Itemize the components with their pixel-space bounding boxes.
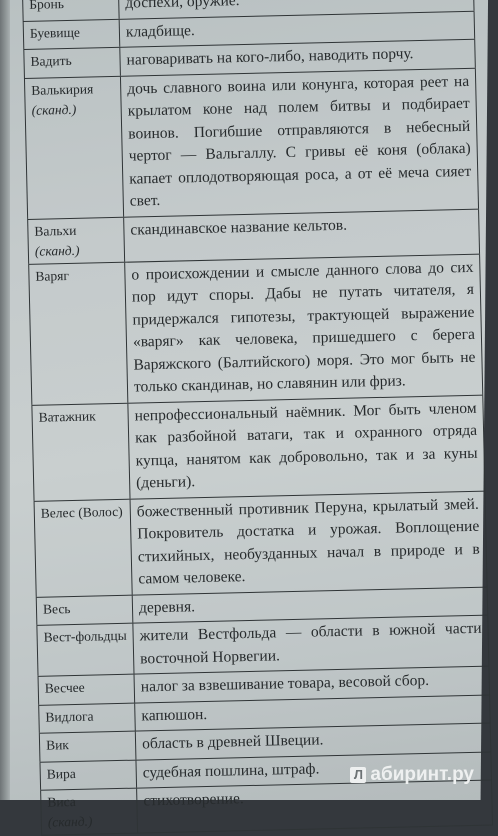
definition-cell: жители Вестфольда — области в южной части восточной Норвегии. (133, 616, 489, 674)
watermark-text: абиринт.ру (370, 764, 474, 786)
term-cell: Варяг (28, 262, 128, 404)
definition-cell: дочь славного воина или конунга, которая реет на крылатом коне над полем битвы и подбирает воинов. Погибшие отправляются в небесный чертог — Вальгаллу. С гривы её коня (облака) капает оплодотворяющая роса, а от её меча сияет свет. (121, 68, 479, 216)
page-edge (0, 0, 10, 800)
term-cell: Виса (сканд.) (40, 789, 138, 835)
definition-cell: кладбище. (120, 11, 476, 47)
definition-cell: судебная пошлина, штраф. (136, 752, 492, 788)
glossary-table (22, 0, 493, 836)
definition-cell: налог за взвешивание товара, весовой сбор. (135, 667, 491, 703)
definition-cell: непрофессиональный наёмник. Мог быть членом как разбойной ватаги, так и охранного отряда купца, нанятом как добровольно, так и за куны (деньги). (128, 395, 485, 498)
definition-cell: капюшон. (135, 695, 491, 731)
term-cell: Вадить (23, 48, 121, 78)
table-row (24, 68, 479, 219)
term-cell: Велес (Волос) (34, 499, 133, 596)
term-cell: Ватажник (31, 403, 130, 500)
term-cell: Весь (36, 595, 134, 625)
term-cell: Вик (39, 732, 137, 762)
term-cell: Вест-фольдцы (36, 624, 134, 676)
definition-cell: божественный противник Перуна, крылатый змей. Покровитель достатка и урожая. Воплощение стихийных, необузданных начал в природе и в самом человеке. (131, 491, 488, 594)
definition-cell: стихотворение. (137, 781, 493, 833)
table-row (31, 395, 485, 501)
term-cell: Бронь (22, 0, 120, 20)
term-cell: Вира (39, 760, 137, 790)
definition-cell: о происхождении и смысле данного слова до сих пор идут споры. Дабы не путать читателя, я придержался гипотезы, трактующей выражение «варяг» как человека, пришедшего с берега Варяжского (Балтийского) моря. Это мог быть не только скандинав, но славянин или фриз. (125, 254, 483, 402)
table-row (34, 491, 488, 597)
term-cell: Буевище (23, 19, 121, 49)
term-cell: Весчее (38, 675, 136, 705)
table-row (28, 254, 483, 405)
term-cell: Валькирия (сканд.) (24, 76, 124, 218)
labirint-logo-icon: Л (350, 767, 366, 783)
definition-cell: деревня. (133, 587, 489, 623)
definition-cell: наговаривать на кого-либо, наводить порчу. (120, 40, 476, 76)
term-cell: Видлога (38, 703, 136, 733)
term-cell: Вальхи (сканд.) (27, 217, 125, 263)
watermark-logo (350, 764, 474, 786)
definition-cell: область в древней Швеции. (136, 724, 492, 760)
definition-cell: доспехи, оружие. (119, 0, 475, 18)
definition-cell: скандинавское название кельтов. (124, 209, 480, 261)
table-row (40, 781, 493, 836)
